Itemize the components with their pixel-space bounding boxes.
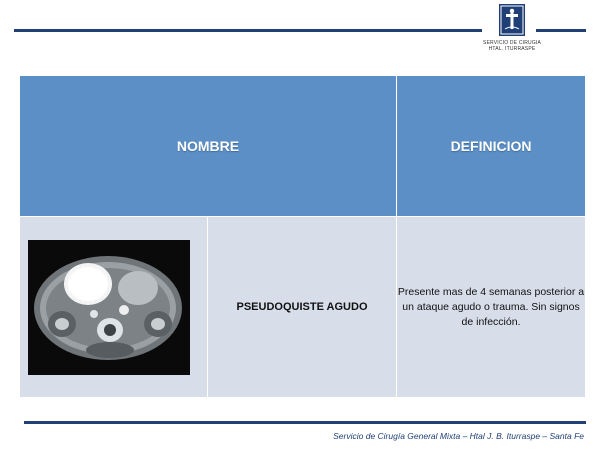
- top-rule: [14, 29, 482, 32]
- table-row: [20, 217, 586, 398]
- term-name: PSEUDOQUISTE AGUDO: [208, 217, 397, 398]
- top-rule-right: [536, 29, 586, 32]
- table-header-row: [20, 76, 586, 217]
- logo-caption-line2: HTAL. ITURRASPE: [488, 46, 536, 52]
- hospital-logo-icon: [499, 4, 525, 36]
- logo-caption: [470, 40, 554, 52]
- bottom-rule: [24, 421, 586, 424]
- header-nombre: NOMBRE: [20, 76, 397, 217]
- ct-scan-image: [28, 240, 190, 375]
- image-cell: [20, 217, 208, 398]
- definition-table: [19, 75, 586, 398]
- header-definicion: DEFINICION: [397, 76, 586, 217]
- footer-text: Servicio de Cirugía General Mixta – Htal J. B. Iturraspe – Santa Fe: [333, 431, 584, 441]
- logo-caption-line1: SERVICIO DE CIRUGIA: [482, 40, 542, 46]
- term-definition: Presente mas de 4 semanas posterior a un ataque agudo o trauma. Sin signos de infección.: [397, 217, 586, 398]
